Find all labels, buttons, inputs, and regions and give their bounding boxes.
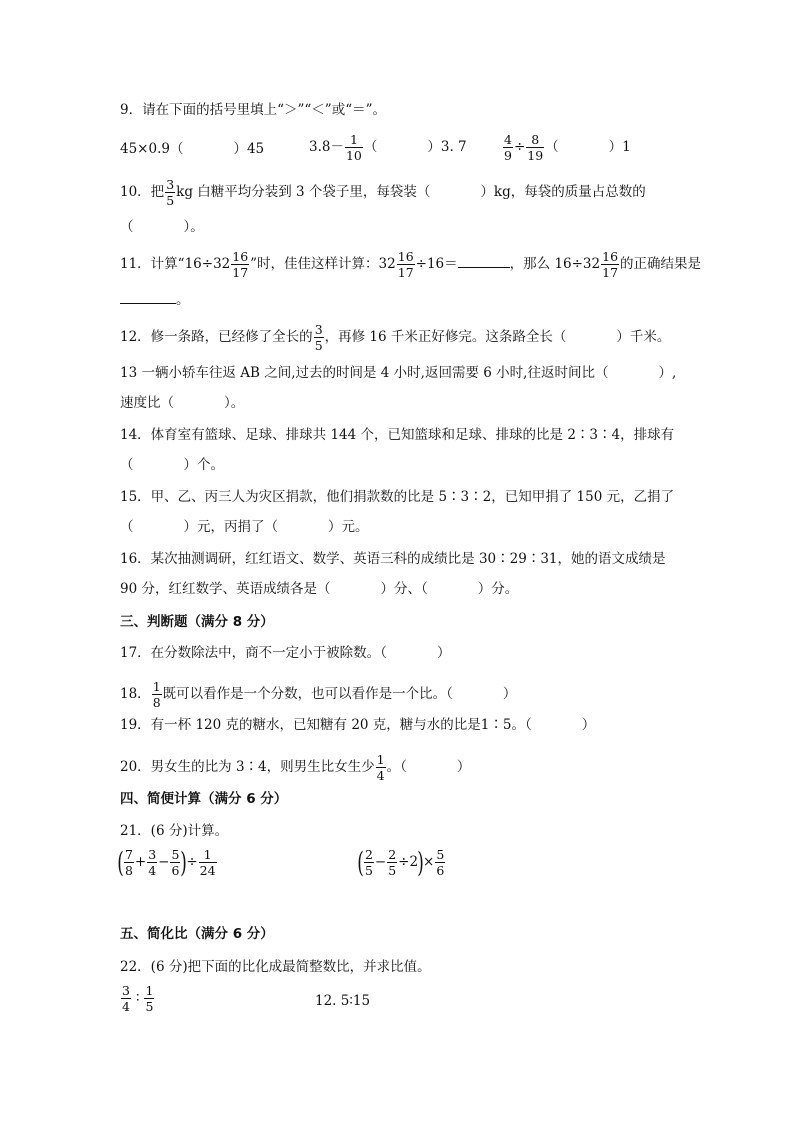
q21e1-right-paren: ): [180, 845, 188, 879]
q13-line1-pre: 13 一辆小轿车往返 AB 之间,过去的时间是 4 小时,返回需要 6 小时,往返时间比（: [120, 365, 609, 381]
q21e2-op1: −: [374, 854, 387, 870]
q9c-right: ）1: [608, 139, 631, 155]
q21e1-f4-num: 1: [203, 847, 212, 862]
q20-num: 1: [376, 752, 385, 767]
q21e1-fraction-1: [124, 847, 134, 878]
q16-line2-close: ）分。: [477, 581, 519, 597]
q13-line2-pre: 速度比（: [120, 395, 174, 411]
q14-line2-open: （: [120, 457, 134, 473]
q12-den: 5: [314, 338, 323, 353]
q9c-f2-den: 19: [527, 148, 544, 163]
q9c-open: （: [545, 139, 559, 155]
q21e2-fraction-3: [435, 847, 445, 878]
q20-den: 4: [376, 768, 385, 783]
q22r1-fraction-2: [144, 983, 154, 1014]
question-12: [120, 322, 670, 353]
q11-f2-num: 16: [397, 249, 414, 264]
q21e2-f2-den: 5: [388, 863, 397, 878]
q21e1-f3-num: 5: [171, 847, 180, 862]
q21e2-fraction-1: [364, 847, 374, 878]
q9-expr-b: [309, 132, 467, 163]
question-13-line-2: [120, 394, 244, 412]
q21-expression-1: [118, 847, 218, 878]
q22r1-f2-den: 5: [145, 999, 154, 1014]
q11-f1-num: 16: [232, 249, 249, 264]
question-15-line-1: 15．甲、乙、丙三人为灾区捐款，他们捐款数的比是 5∶3∶2，已知甲捐了 150 元，乙捐了: [120, 489, 675, 505]
q22r1-f2-num: 1: [145, 983, 154, 998]
q9a-left: 45×0.9（: [120, 141, 184, 157]
section-3-heading: 三、判断题（满分 8 分）: [120, 614, 274, 630]
q11-mid2: ÷16＝: [415, 256, 458, 272]
q21e1-f4-den: 24: [199, 863, 216, 878]
q18-num: 1: [152, 679, 161, 694]
q17-post: ）: [436, 645, 451, 661]
q22r1-f1-num: 3: [122, 983, 130, 998]
question-15-line-2: [120, 518, 369, 536]
q11-blank-1[interactable]: [458, 255, 510, 268]
q21e2-left-paren: (: [357, 845, 364, 879]
question-16-line-1: 16．某次抽测调研，红红语文、数学、英语三科的成绩比是 30∶29∶31，她的语文成绩是: [120, 551, 666, 567]
question-16-line-2: [120, 580, 518, 598]
q15-line2-open: （: [120, 519, 134, 535]
question-17: [120, 644, 450, 662]
q9b-pre: 3.8－: [309, 139, 344, 155]
q18-den: 8: [152, 695, 161, 710]
q18-mid: 既可以看作是一个分数，也可以看作是一个比。（: [162, 686, 453, 702]
q9c-f1-num: 4: [504, 132, 512, 147]
q20-mid: 。（: [386, 759, 407, 775]
q9b-right: ）3. 7: [427, 139, 467, 155]
q21e2-fraction-2: [387, 847, 397, 878]
q11-post: 的正确结果是: [620, 256, 702, 272]
q14-line2-close: ）个。: [183, 457, 224, 473]
q21e1-op2: −: [158, 854, 170, 870]
q9c-fraction-2: [526, 132, 544, 163]
q22-ratio-2: 12. 5∶15: [315, 993, 371, 1009]
section-4-heading: 四、简便计算（满分 6 分）: [120, 791, 288, 807]
q10-fraction: [165, 177, 175, 208]
q11-line2-end: 。: [176, 292, 190, 308]
q12-num: 3: [314, 322, 323, 337]
q17-pre: 17．在分数除法中，商不一定小于被除数。（: [120, 645, 387, 661]
section-5-heading: 五、简化比（满分 6 分）: [120, 926, 274, 942]
q18-post: ）: [502, 686, 517, 702]
q21-expression-2: [358, 847, 446, 878]
q21e1-fraction-2: [147, 847, 157, 878]
q9a-right: ）45: [233, 141, 265, 157]
q21e2-op2: ÷2: [398, 854, 419, 870]
q9c-op: ÷: [513, 139, 526, 155]
q22r1-fraction-1: [121, 983, 131, 1014]
q10-den: 5: [166, 193, 175, 208]
q11-f1-den: 17: [232, 265, 249, 280]
q11-fraction-1: [231, 249, 249, 280]
question-14-line-1: 14．体育室有篮球、足球、排球共 144 个，已知篮球和足球、排球的比是 2∶3∶4，排球有: [120, 427, 675, 443]
q9b-open: （: [363, 139, 378, 155]
question-10-line-2: [120, 218, 204, 236]
question-20: [120, 752, 470, 783]
q11-f2-den: 17: [397, 265, 414, 280]
q10-pre: 10．把: [120, 184, 165, 200]
q10-num: 3: [166, 177, 175, 192]
q9b-den: 10: [345, 148, 362, 163]
q12-mid: ，再修 16 千米正好修完。这条路全长（: [324, 329, 567, 345]
q21e1-f1-den: 8: [124, 863, 133, 878]
question-13-line-1: [120, 364, 676, 382]
q9c-f1-den: 9: [504, 148, 512, 163]
q10-line2-close: ）。: [183, 219, 204, 235]
q21e1-op1: +: [134, 854, 147, 870]
q13-line2-post: ）。: [224, 395, 245, 411]
q9-expr-a: [120, 140, 264, 158]
q21e2-f2-num: 2: [388, 847, 397, 862]
q9c-fraction-1: [503, 132, 513, 163]
q21e1-f3-den: 6: [171, 863, 180, 878]
q18-fraction: [152, 679, 162, 710]
q9-expr-c: [502, 132, 631, 163]
q21e1-fraction-3: [170, 847, 180, 878]
q11-mid3: ，那么 16÷32: [509, 256, 601, 272]
q10-line2-open: （: [120, 219, 134, 235]
q11-mid1: ”时，佳佳这样计算：32: [250, 256, 396, 272]
q21e1-f1-num: 7: [124, 847, 133, 862]
q12-post: ）千米。: [616, 329, 671, 345]
question-9-text: 9．请在下面的括号里填上“＞”“＜”或“＝”。: [120, 102, 386, 118]
q9b-num: 1: [349, 132, 358, 147]
q19-pre: 19．有一杯 120 克的糖水，已知糖有 20 克，糖与水的比是1∶5。（: [120, 717, 532, 733]
q11-f3-den: 17: [602, 265, 619, 280]
q12-pre: 12．修一条路，已经修了全长的: [120, 329, 313, 345]
q15-line2-close: ）元。: [328, 519, 369, 535]
q12-fraction: [314, 322, 324, 353]
question-22-text: 22．(6 分)把下面的比化成最简整数比，并求比值。: [120, 959, 431, 975]
question-10-line-1: [120, 177, 646, 208]
question-11-line-1: [120, 249, 701, 280]
q21e1-op3: ÷: [186, 854, 198, 870]
q10-post: ）kg，每袋的质量占总数的: [480, 184, 646, 200]
q21e1-f2-den: 4: [148, 863, 157, 878]
question-18: [120, 679, 516, 710]
q21e1-f2-num: 3: [148, 847, 157, 862]
q18-pre: 18．: [120, 686, 151, 702]
q21e2-f1-num: 2: [364, 847, 373, 862]
q15-line2-mid: ）元，丙捐了（: [183, 519, 278, 535]
q21e1-left-paren: (: [117, 845, 124, 879]
q11-f3-num: 16: [602, 249, 619, 264]
q22r1-sep: ∶: [135, 990, 140, 1006]
q9c-f2-num: 8: [531, 132, 540, 147]
q11-blank-2[interactable]: [120, 291, 176, 304]
q10-mid: kg 白糖平均分装到 3 个袋子里，每袋装（: [176, 184, 431, 200]
question-14-line-2: [120, 456, 224, 474]
q11-fraction-3: [601, 249, 619, 280]
q11-pre: 11．计算“16÷32: [120, 256, 231, 272]
q11-fraction-2: [397, 249, 415, 280]
q20-fraction: [376, 752, 386, 783]
q19-post: ）: [581, 717, 596, 733]
q13-line1-post: ）,: [658, 365, 677, 381]
q16-line2-pre: 90 分，红红数学、英语成绩各是（: [120, 581, 331, 597]
q22-ratio-1: [120, 983, 155, 1014]
q21e1-fraction-4: [199, 847, 217, 878]
q21e2-f3-den: 6: [436, 863, 445, 878]
q21e2-op3: ×: [423, 854, 435, 870]
q21e2-right-paren: ): [417, 845, 424, 879]
q16-line2-mid: ）分、（: [380, 581, 428, 597]
question-21-text: 21．(6 分)计算。: [120, 823, 229, 839]
q20-pre: 20．男女生的比为 3∶4，则男生比女生少: [120, 759, 375, 775]
question-19: [120, 716, 595, 734]
q21e2-f3-num: 5: [436, 847, 445, 862]
q9b-fraction: [345, 132, 363, 163]
q22r1-f1-den: 4: [122, 999, 130, 1014]
q20-post: ）: [456, 759, 471, 775]
question-11-line-2: [120, 291, 190, 309]
q21e2-f1-den: 5: [364, 863, 373, 878]
